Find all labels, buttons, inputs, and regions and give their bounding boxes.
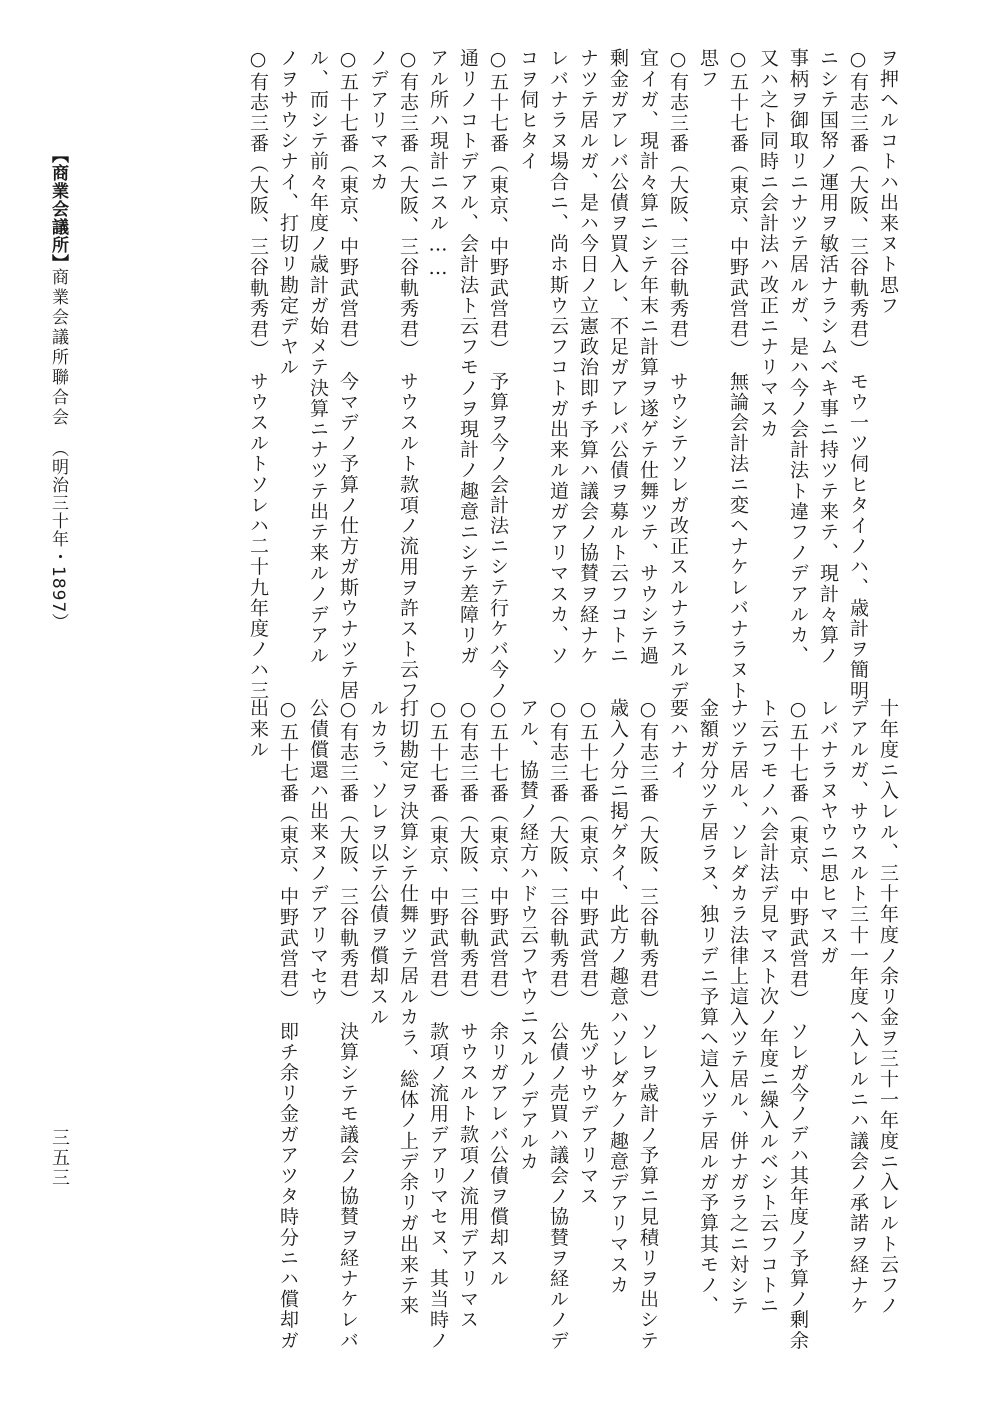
- upper-column-6: ○五十七番（東京、中野武営君） 無論会計法ニ変ヘナケレバナラヌト: [727, 48, 749, 701]
- lower-column-6: ナツテ居ル、ソレダカラ法律上這入ツテ居ル、併ナガラ之ニ対シテ: [727, 698, 749, 1316]
- upper-column-4: 事柄ヲ御取リニナツテ居ルガ、是ハ今ノ会計法ト違フノデアルカ、: [787, 48, 809, 666]
- upper-column-10: 剰金ガアレバ公債ヲ買入レ、不足ガアレバ公債ヲ募ルト云フコトニ: [607, 48, 629, 666]
- lower-column-2: デアルガ、サウスルト三十一年度ヘ入レルニハ議会ノ承諾ヲ経ナケ: [847, 698, 869, 1316]
- upper-column-18: ノデアリマスカ: [367, 48, 389, 193]
- lower-column-1: 十年度ニ入レル、三十年度ノ余リ金ヲ三十一年度ニ入レルト云フノ: [877, 698, 899, 1316]
- lower-column-4: ○五十七番（東京、中野武営君） ソレガ今ノデハ其年度ノ予算ノ剰余: [787, 698, 809, 1351]
- lower-column-17: 打切勘定ヲ決算シテ仕舞ツテ居ルカラ、総体ノ上デ余リガ出来テ来: [397, 698, 419, 1316]
- lower-column-9: ○有志三番（大阪、三谷軌秀君） ソレヲ歳計ノ予算ニ見積リヲ出シテ: [637, 698, 659, 1351]
- upper-column-8: ○有志三番（大阪、三谷軌秀君） サウシテソレガ改正スルナラスルデ: [667, 48, 689, 701]
- lower-column-10: 歳入ノ分ニ掲ゲタイ、此方ノ趣意ハソレダケノ趣意デアリマスカ: [607, 698, 629, 1296]
- upper-column-20: ル、而シテ前々年度ノ歳計ガ始メテ決算ニナツテ出テ来ルノデアル: [307, 48, 329, 666]
- lower-column-7: 金額ガ分ツテ居ラヌ、独リデニ予算ヘ這入ツテ居ルガ予算其モノ、: [697, 698, 719, 1316]
- upper-column-13: コヲ伺ヒタイ: [517, 48, 539, 172]
- lower-column-18: ルカラ、ソレヲ以テ公債ヲ償却スル: [367, 698, 389, 1028]
- upper-column-1: ヲ押ヘルコトハ出来ヌト思フ: [877, 48, 899, 316]
- running-title: 商業会議所聯合会: [48, 268, 68, 428]
- running-era: （明治三十年・1897）: [48, 440, 68, 632]
- upper-column-9: 宜イガ、現計々算ニシテ年末ニ計算ヲ遂ゲテ仕舞ツテ、サウシテ過: [637, 48, 659, 666]
- upper-column-19: ○五十七番（東京、中野武営君） 今マデノ予算ノ仕方ガ斯ウナツテ居: [337, 48, 359, 701]
- lower-column-21: ○五十七番（東京、中野武営君） 即チ余リ金ガアツタ時分ニハ償却ガ: [277, 698, 299, 1351]
- section-bracket-label: 【商業会議所】: [48, 146, 68, 272]
- upper-column-5: 又ハ之ト同時ニ会計法ハ改正ニナリマスカ: [757, 48, 779, 440]
- upper-column-15: 通リノコトデアル、会計法ト云フモノヲ現計ノ趣意ニシテ差障リガ: [457, 48, 479, 666]
- upper-column-12: レバナラヌ場合ニ、尚ホ斯ウ云フコトガ出来ル道ガアリマスカ、ソ: [547, 48, 569, 666]
- lower-column-12: ○有志三番（大阪、三谷軌秀君） 公債ノ売買ハ議会ノ協賛ヲ経ルノデ: [547, 698, 569, 1351]
- upper-column-3: ニシテ国帑ノ運用ヲ敏活ナラシムベキ事ニ持ツテ来テ、現計々算ノ: [817, 48, 839, 666]
- lower-column-16: ○五十七番（東京、中野武営君） 款項ノ流用デアリマセヌ、其当時ノ: [427, 698, 449, 1351]
- page-number: 三五三: [49, 1128, 70, 1188]
- upper-column-16: アル所ハ現計ニスル……: [427, 48, 449, 281]
- upper-column-14: ○五十七番（東京、中野武営君） 予算ヲ今ノ会計法ニシテ行ケバ今ノ: [487, 48, 509, 701]
- lower-column-8: 要ハナイ: [667, 698, 689, 781]
- upper-column-11: ナツテ居ルガ、是ハ今日ノ立憲政治即チ予算ハ議会ノ協賛ヲ経ナケ: [577, 48, 599, 666]
- lower-column-5: ト云フモノハ会計法デ見マスト次ノ年度ニ繰入ルベシト云フコトニ: [757, 698, 779, 1316]
- lower-column-11: ○五十七番（東京、中野武営君） 先ヅサウデアリマス: [577, 698, 599, 1207]
- upper-column-7: 思フ: [697, 48, 719, 90]
- lower-column-20: 公債償還ハ出来ヌノデアリマセウ: [307, 698, 329, 1007]
- upper-column-22: ○有志三番（大阪、三谷軌秀君） サウスルトソレハ二十九年度ノハ三: [247, 48, 269, 701]
- upper-column-17: ○有志三番（大阪、三谷軌秀君） サウスルト款項ノ流用ヲ許スト云フ: [397, 48, 419, 701]
- lower-column-3: レバナラヌヤウニ思ヒマスガ: [817, 698, 839, 966]
- lower-column-13: アル、協賛ノ経方ハドウ云フヤウニスルノデアルカ: [517, 698, 539, 1172]
- upper-column-21: ノヲサウシナイ、打切リ勘定デヤル: [277, 48, 299, 378]
- lower-column-15: ○有志三番（大阪、三谷軌秀君） サウスルト款項ノ流用デアリマス: [457, 698, 479, 1331]
- lower-column-19: ○有志三番（大阪、三谷軌秀君） 決算シテモ議会ノ協賛ヲ経ナケレバ: [337, 698, 359, 1351]
- upper-column-2: ○有志三番（大阪、三谷軌秀君） モウ一ツ伺ヒタイノハ、歳計ヲ簡明: [847, 48, 869, 701]
- lower-column-14: ○五十七番（東京、中野武営君） 余リガアレバ公債ヲ償却スル: [487, 698, 509, 1289]
- lower-column-22: 出来ル: [247, 698, 269, 760]
